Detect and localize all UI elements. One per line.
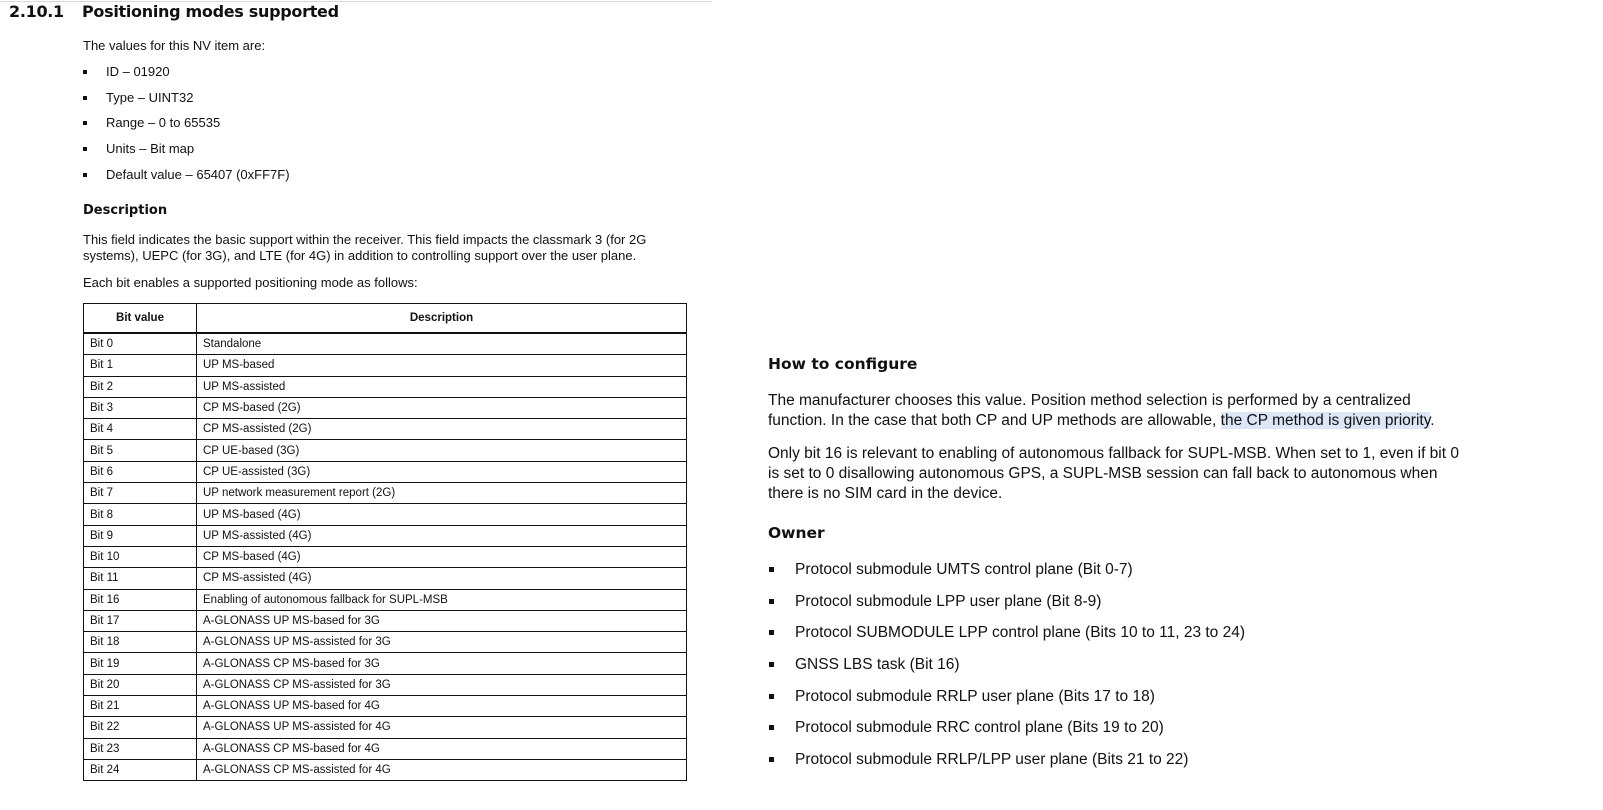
section-number: 2.10.1 bbox=[9, 2, 64, 21]
table-row bbox=[84, 696, 687, 717]
configure-text: The manufacturer chooses this value. Position method selection is performed by a centralized function. In the case that both CP and UP methods are allowable, bbox=[768, 392, 1411, 429]
bit-description-cell: A-GLONASS CP MS-assisted for 3G bbox=[197, 674, 687, 695]
table-row bbox=[84, 504, 687, 525]
table-row bbox=[84, 589, 687, 610]
bullet-icon bbox=[83, 121, 87, 125]
configure-heading: How to configure bbox=[768, 355, 918, 373]
configure-text-end: . bbox=[1430, 412, 1435, 429]
list-item bbox=[768, 623, 1245, 655]
bit-description-cell: CP MS-assisted (4G) bbox=[197, 568, 687, 589]
bit-value-cell: Bit 18 bbox=[84, 632, 197, 653]
owner-text: Protocol SUBMODULE LPP control plane (Bits 10 to 11, 23 to 24) bbox=[795, 624, 1246, 642]
bit-value-cell: Bit 7 bbox=[84, 483, 197, 504]
list-item bbox=[768, 560, 1245, 592]
bit-description-cell: A-GLONASS UP MS-based for 3G bbox=[197, 610, 687, 631]
table-row bbox=[84, 461, 687, 482]
bullet-icon bbox=[769, 662, 774, 667]
table-body bbox=[84, 333, 687, 781]
bit-value-cell: Bit 11 bbox=[84, 568, 197, 589]
table-row bbox=[84, 419, 687, 440]
intro-text: The values for this NV item are: bbox=[83, 38, 266, 53]
bits-intro: Each bit enables a supported positioning mode as follows: bbox=[83, 275, 418, 290]
table-row bbox=[84, 674, 687, 695]
owner-list bbox=[768, 560, 1245, 782]
bit-value-cell: Bit 4 bbox=[84, 419, 197, 440]
bullet-icon bbox=[769, 757, 774, 762]
bit-description-cell: CP UE-based (3G) bbox=[197, 440, 687, 461]
bit-value-cell: Bit 8 bbox=[84, 504, 197, 525]
list-item bbox=[768, 655, 1245, 687]
bit-description-cell: A-GLONASS CP MS-assisted for 4G bbox=[197, 759, 687, 780]
bullet-icon bbox=[83, 70, 87, 74]
bit-description-cell: CP UE-assisted (3G) bbox=[197, 461, 687, 482]
owner-text: Protocol submodule LPP user plane (Bit 8-9) bbox=[795, 592, 1102, 610]
table-row bbox=[84, 525, 687, 546]
selected-text[interactable]: the CP method is given priority bbox=[1220, 412, 1431, 429]
owner-heading: Owner bbox=[768, 524, 825, 542]
list-item bbox=[768, 592, 1245, 624]
owner-text: Protocol submodule UMTS control plane (Bit 0-7) bbox=[795, 561, 1133, 578]
bit-description-cell: A-GLONASS UP MS-assisted for 3G bbox=[197, 632, 687, 653]
table-row bbox=[84, 717, 687, 738]
table-row bbox=[84, 738, 687, 759]
configure-paragraph-1 bbox=[768, 391, 1468, 431]
bit-description-cell: CP MS-assisted (2G) bbox=[197, 419, 687, 440]
owner-text: GNSS LBS task (Bit 16) bbox=[795, 656, 960, 674]
table-header-row bbox=[84, 304, 687, 334]
table-row bbox=[84, 653, 687, 674]
bit-description-cell: UP MS-based (4G) bbox=[197, 504, 687, 525]
bit-description-cell: UP MS-assisted bbox=[197, 376, 687, 397]
property-text: Type – UINT32 bbox=[106, 89, 194, 105]
list-item bbox=[83, 167, 290, 193]
bit-value-cell: Bit 21 bbox=[84, 696, 197, 717]
table-row bbox=[84, 397, 687, 418]
bullet-icon bbox=[769, 725, 774, 730]
bullet-icon bbox=[769, 630, 774, 635]
bit-value-cell: Bit 5 bbox=[84, 440, 197, 461]
owner-text: Protocol submodule RRLP/LPP user plane (Bits 21 to 22) bbox=[795, 751, 1189, 769]
bit-value-cell: Bit 3 bbox=[84, 397, 197, 418]
table-row bbox=[84, 376, 687, 397]
list-item bbox=[83, 64, 290, 90]
bit-description-cell: UP MS-assisted (4G) bbox=[197, 525, 687, 546]
table-row bbox=[84, 546, 687, 567]
owner-text: Protocol submodule RRLP user plane (Bits 17 to 18) bbox=[795, 687, 1155, 705]
bit-value-cell: Bit 1 bbox=[84, 355, 197, 376]
property-text: Default value – 65407 (0xFF7F) bbox=[106, 166, 290, 182]
bit-value-cell: Bit 2 bbox=[84, 376, 197, 397]
table-row bbox=[84, 610, 687, 631]
bit-value-cell: Bit 23 bbox=[84, 738, 197, 759]
list-item bbox=[768, 718, 1245, 750]
bullet-icon bbox=[769, 567, 774, 572]
bit-description-cell: A-GLONASS CP MS-based for 3G bbox=[197, 653, 687, 674]
properties-list bbox=[83, 64, 290, 192]
bit-value-cell: Bit 10 bbox=[84, 546, 197, 567]
column-header-description: Description bbox=[197, 304, 687, 334]
list-item bbox=[83, 90, 290, 116]
bullet-icon bbox=[83, 173, 87, 177]
bullet-icon bbox=[83, 147, 87, 151]
bit-description-cell: CP MS-based (4G) bbox=[197, 546, 687, 567]
table-row bbox=[84, 333, 687, 355]
bit-value-cell: Bit 22 bbox=[84, 717, 197, 738]
bullet-icon bbox=[769, 599, 774, 604]
bit-value-cell: Bit 17 bbox=[84, 610, 197, 631]
bit-value-cell: Bit 0 bbox=[84, 333, 197, 355]
bit-description-cell: A-GLONASS UP MS-based for 4G bbox=[197, 696, 687, 717]
configure-paragraph-2: Only bit 16 is relevant to enabling of autonomous fallback for SUPL-MSB. When set to 1, even if bit 0 is set to 0 disallowing autonomous GPS, a SUPL-MSB session can fall back to autonomous when there is no SIM card in the device. bbox=[768, 445, 1459, 502]
property-text: Range – 0 to 65535 bbox=[106, 115, 221, 131]
bit-table bbox=[83, 303, 687, 781]
list-item bbox=[768, 750, 1245, 782]
table-row bbox=[84, 355, 687, 376]
description-paragraph: This field indicates the basic support within the receiver. This field impacts the classmark 3 (for 2G systems), UEPC (for 3G), and LTE (for 4G) in addition to controlling support over the user plane. bbox=[83, 232, 647, 263]
bit-description-cell: UP network measurement report (2G) bbox=[197, 483, 687, 504]
bit-value-cell: Bit 20 bbox=[84, 674, 197, 695]
bit-description-cell: A-GLONASS CP MS-based for 4G bbox=[197, 738, 687, 759]
table-row bbox=[84, 440, 687, 461]
bit-description-cell: Standalone bbox=[197, 333, 687, 355]
bit-description-cell: CP MS-based (2G) bbox=[197, 397, 687, 418]
list-item bbox=[83, 141, 290, 167]
section-title: Positioning modes supported bbox=[82, 2, 339, 21]
bit-value-cell: Bit 16 bbox=[84, 589, 197, 610]
bit-value-cell: Bit 9 bbox=[84, 525, 197, 546]
property-text: ID – 01920 bbox=[106, 64, 170, 79]
bit-value-cell: Bit 6 bbox=[84, 461, 197, 482]
table-row bbox=[84, 483, 687, 504]
bullet-icon bbox=[769, 694, 774, 699]
bit-description-cell: Enabling of autonomous fallback for SUPL-MSB bbox=[197, 589, 687, 610]
bullet-icon bbox=[83, 96, 87, 100]
bit-description-cell: A-GLONASS UP MS-assisted for 4G bbox=[197, 717, 687, 738]
table-row bbox=[84, 632, 687, 653]
list-item bbox=[768, 687, 1245, 719]
property-text: Units – Bit map bbox=[106, 141, 195, 157]
owner-text: Protocol submodule RRC control plane (Bits 19 to 20) bbox=[795, 719, 1164, 737]
bit-value-cell: Bit 19 bbox=[84, 653, 197, 674]
bit-description-cell: UP MS-based bbox=[197, 355, 687, 376]
table-row bbox=[84, 759, 687, 780]
bit-value-cell: Bit 24 bbox=[84, 759, 197, 780]
list-item bbox=[83, 115, 290, 141]
table-row bbox=[84, 568, 687, 589]
description-heading: Description bbox=[83, 203, 168, 218]
column-header-bit-value: Bit value bbox=[84, 304, 197, 334]
